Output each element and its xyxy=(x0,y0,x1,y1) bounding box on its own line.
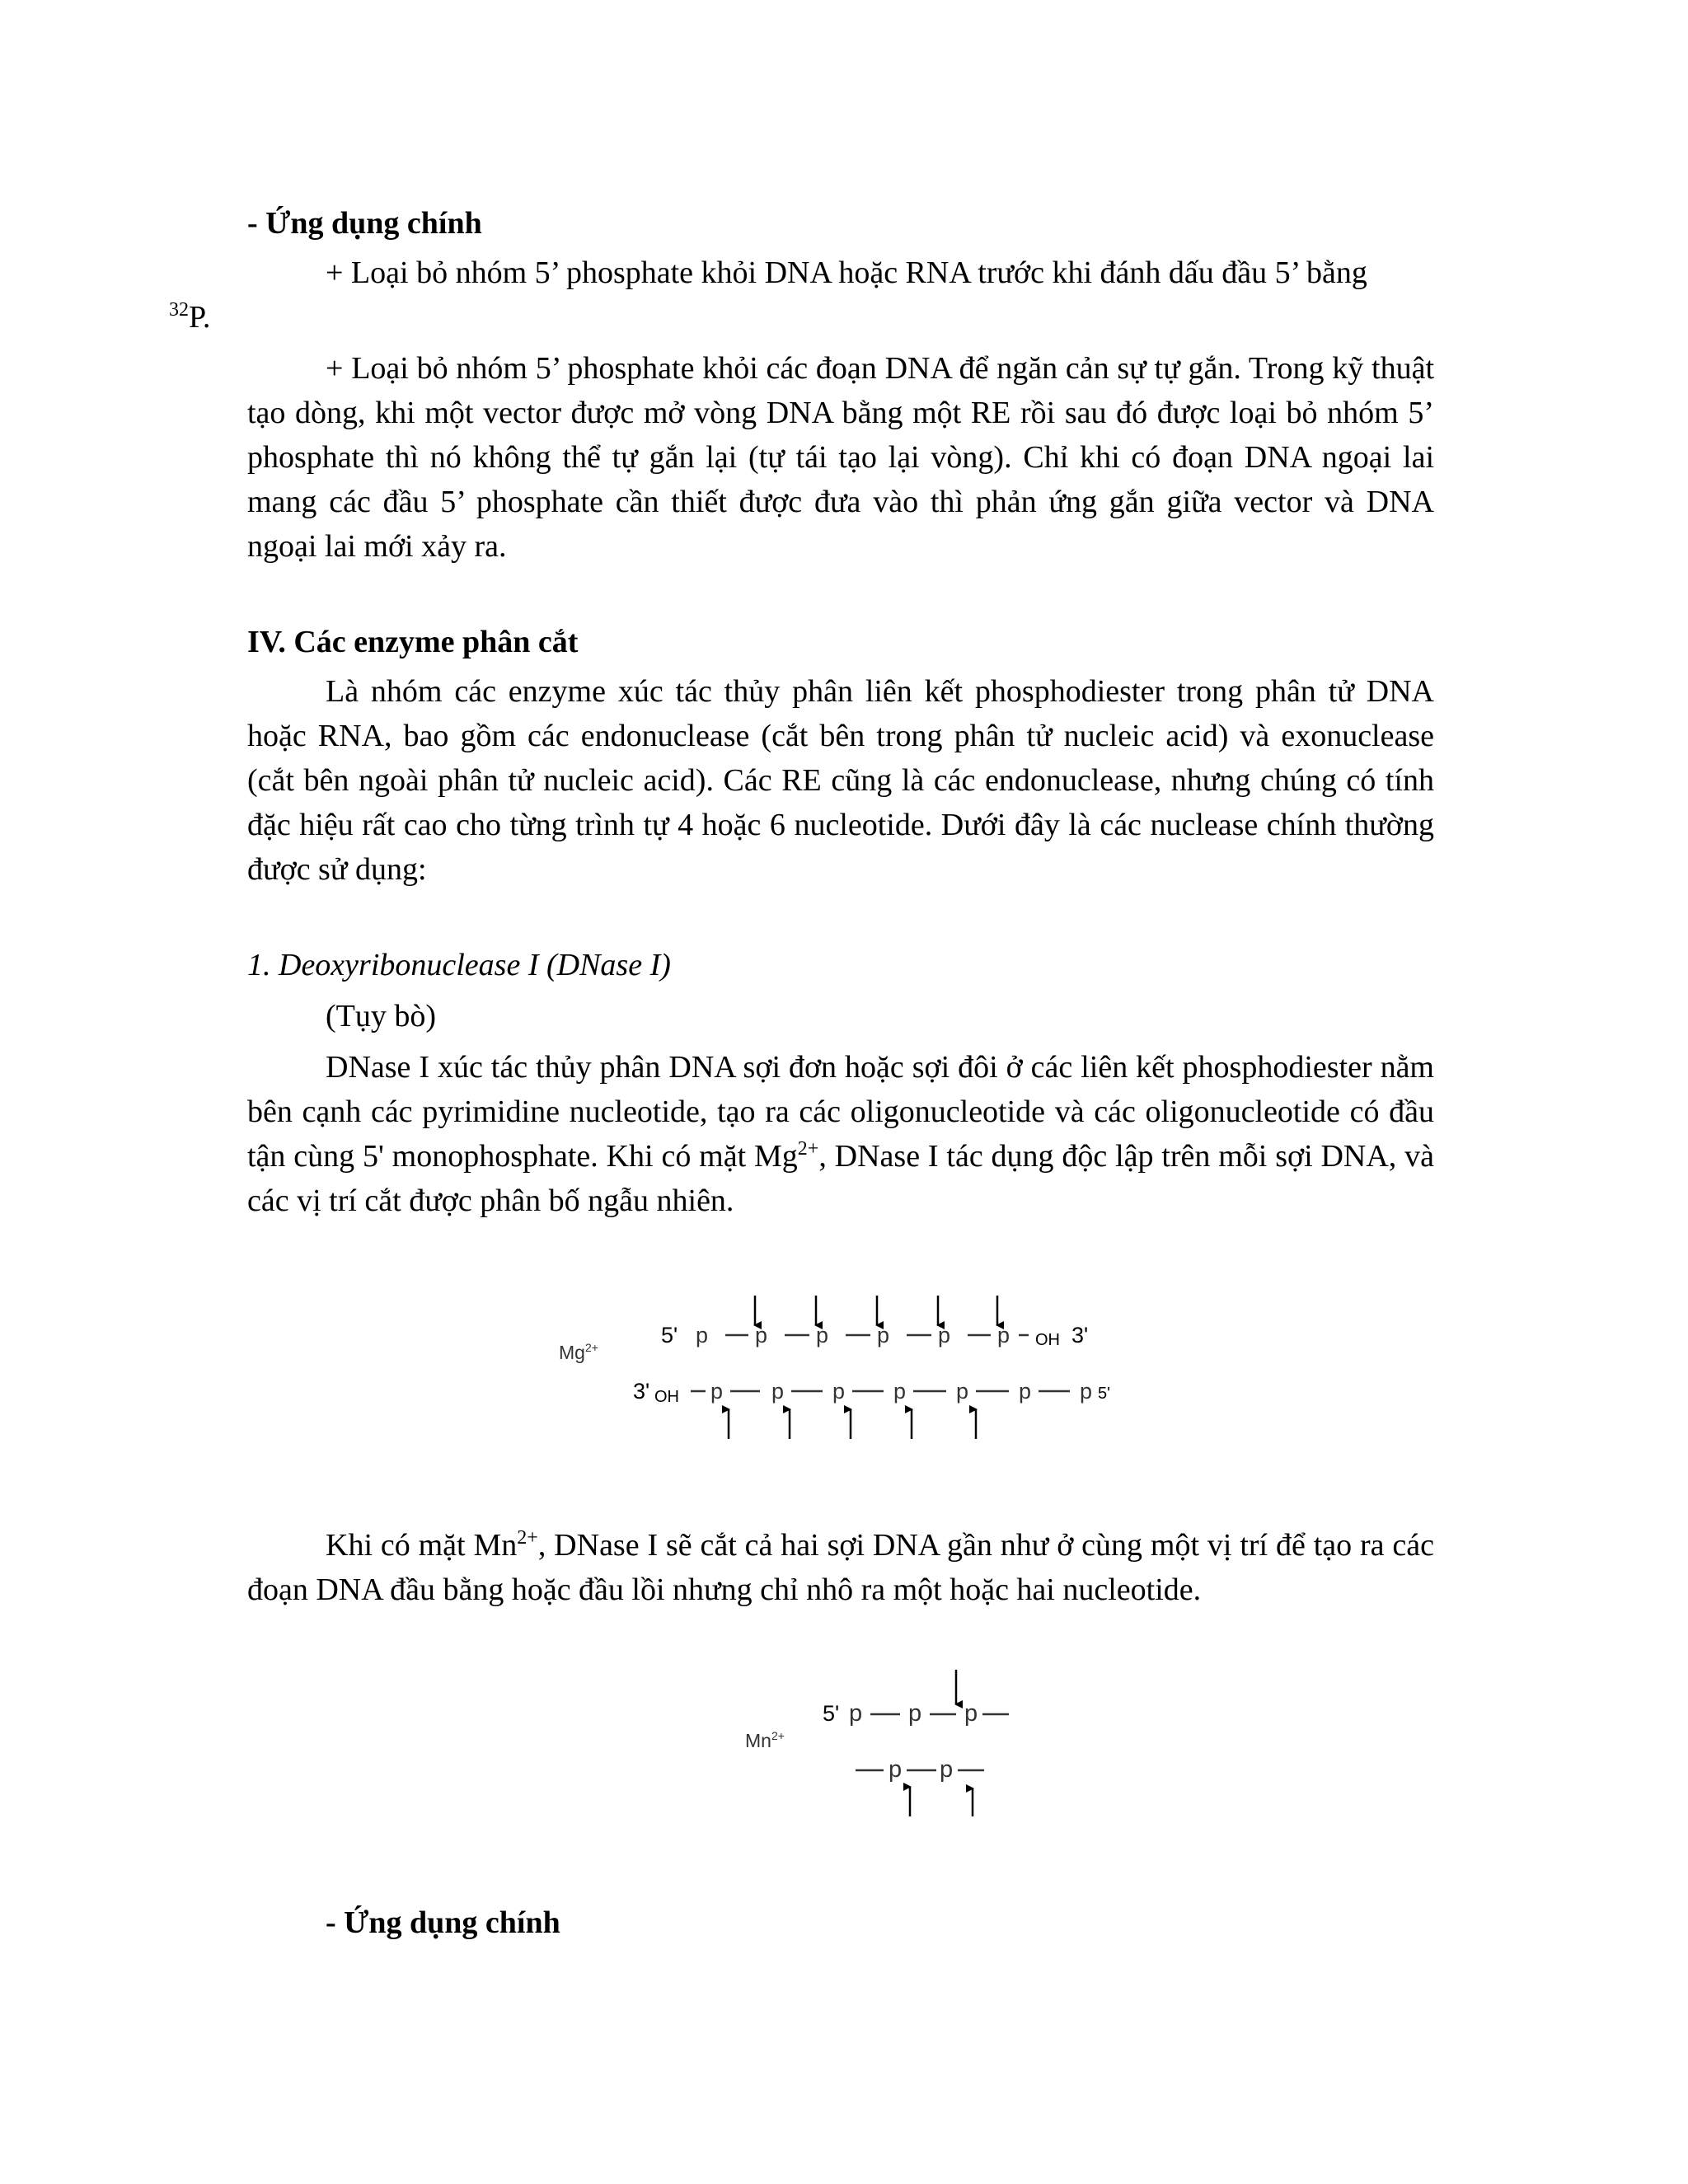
top-strand-5-prime: 5' xyxy=(661,1323,678,1347)
phosphate: p xyxy=(1019,1379,1032,1404)
bottom-cut-arrows xyxy=(910,1787,973,1816)
paragraph-cleaving-enzymes: Là nhóm các enzyme xúc tác thủy phân liên kết phosphodiester trong phân tử DNA hoặc RNA, bao gồm các endonuclease (cắt bên trong phân tử nucleic acid) và exonuclease (cắt bên ngoài phân tử nucleic acid). Các RE cũng là các endonuclease, nhưng chúng có tính đặc hiệu rất cao cho từng trình tự 4 hoặc 6 nucleotide. Dưới đây là các nuclease chính thường được sử dụng: xyxy=(247,674,1434,887)
subsection-heading-dnase-i: 1. Deoxyribonuclease I (DNase I) xyxy=(247,948,671,982)
dnase-source: (Tụy bò) xyxy=(326,999,437,1033)
phosphate: p xyxy=(710,1379,724,1404)
bottom-strand-3-prime: 3' xyxy=(633,1379,650,1404)
bullet-remove-5-phosphate-labeling: + Loại bỏ nhóm 5’ phosphate khỏi DNA hoặc RNA trước khi đánh dấu đầu 5’ bằng $^{32}$P. xyxy=(169,255,1367,335)
phosphate: p xyxy=(956,1379,969,1404)
section-heading-applications: - Ứng dụng chính xyxy=(247,206,482,241)
top-strand-5-prime: 5' xyxy=(823,1701,840,1726)
bottom-strand-phosphates xyxy=(710,1379,1092,1404)
phosphate: p xyxy=(938,1323,951,1347)
phosphate: p xyxy=(908,1700,922,1727)
phosphate: p xyxy=(1080,1379,1093,1404)
phosphate: p xyxy=(849,1700,863,1727)
phosphate: p xyxy=(816,1323,829,1347)
top-strand-oh: OH xyxy=(1035,1331,1060,1349)
top-strand-3-prime: 3' xyxy=(1071,1323,1089,1347)
bullet-remove-5-phosphate-selfligation: + Loại bỏ nhóm 5’ phosphate khỏi các đoạn DNA để ngăn cản sự tự gắn. Trong kỹ thuật tạo dòng, khi một vector được mở vòng DNA bằng một RE rồi sau đó được loại bỏ nhóm 5’ phosphate thì nó không thể tự gắn lại (tự tái tạo lại vòng). Chỉ khi có đoạn DNA ngoại lai mang các đầu 5’ phosphate cần thiết được đưa vào thì phản ứng gắn giữa vector và DNA ngoại lai mới xảy ra. xyxy=(247,351,1434,564)
phosphate: p xyxy=(755,1323,768,1347)
top-cut-arrows xyxy=(755,1296,997,1325)
mg-ion-label: $Mg^{2+}$ xyxy=(559,1341,598,1363)
phosphate: p xyxy=(889,1756,903,1783)
phosphate: p xyxy=(997,1323,1010,1347)
top-strand-phosphates xyxy=(849,1700,978,1727)
phosphate: p xyxy=(940,1756,954,1783)
bottom-strand-oh: OH xyxy=(654,1388,679,1406)
phosphate: p xyxy=(893,1379,907,1404)
phosphate: p xyxy=(877,1323,890,1347)
phosphate: p xyxy=(832,1379,846,1404)
paragraph-dnase-mg: DNase I xúc tác thủy phân DNA sợi đơn hoặc sợi đôi ở các liên kết phosphodiester nằm bên cạnh các pyrimidine nucleotide, tạo ra các oligonucleotide và các oligonucleotide có đầu tận cùng 5' monophosphate. Khi có mặt $Mg^{2+}$, DNase I tác dụng độc lập trên mỗi sợi DNA, và các vị trí cắt được phân bố ngẫu nhiên. xyxy=(247,1050,1434,1218)
section-heading-applications-2: - Ứng dụng chính xyxy=(326,1905,560,1940)
phosphate: p xyxy=(771,1379,785,1404)
section-heading-cleaving-enzymes: IV. Các enzyme phân cắt xyxy=(247,625,579,659)
diagram-mg-cleavage xyxy=(544,1277,1137,1442)
diagram-mn-cleavage xyxy=(734,1665,1030,1830)
phosphate: p xyxy=(696,1323,709,1347)
bottom-cut-arrows xyxy=(729,1409,976,1439)
bottom-strand-5-prime: 5' xyxy=(1098,1385,1110,1403)
mn-ion-label: $Mn^{2+}$ xyxy=(745,1729,785,1751)
paragraph-dnase-mn: Khi có mặt $Mn^{2+}$, DNase I sẽ cắt cả hai sợi DNA gần như ở cùng một vị trí để tạo ra các đoạn DNA đầu bằng hoặc đầu lồi nhưng chỉ nhô ra một hoặc hai nucleotide. xyxy=(247,1527,1435,1607)
phosphate: p xyxy=(964,1700,978,1727)
